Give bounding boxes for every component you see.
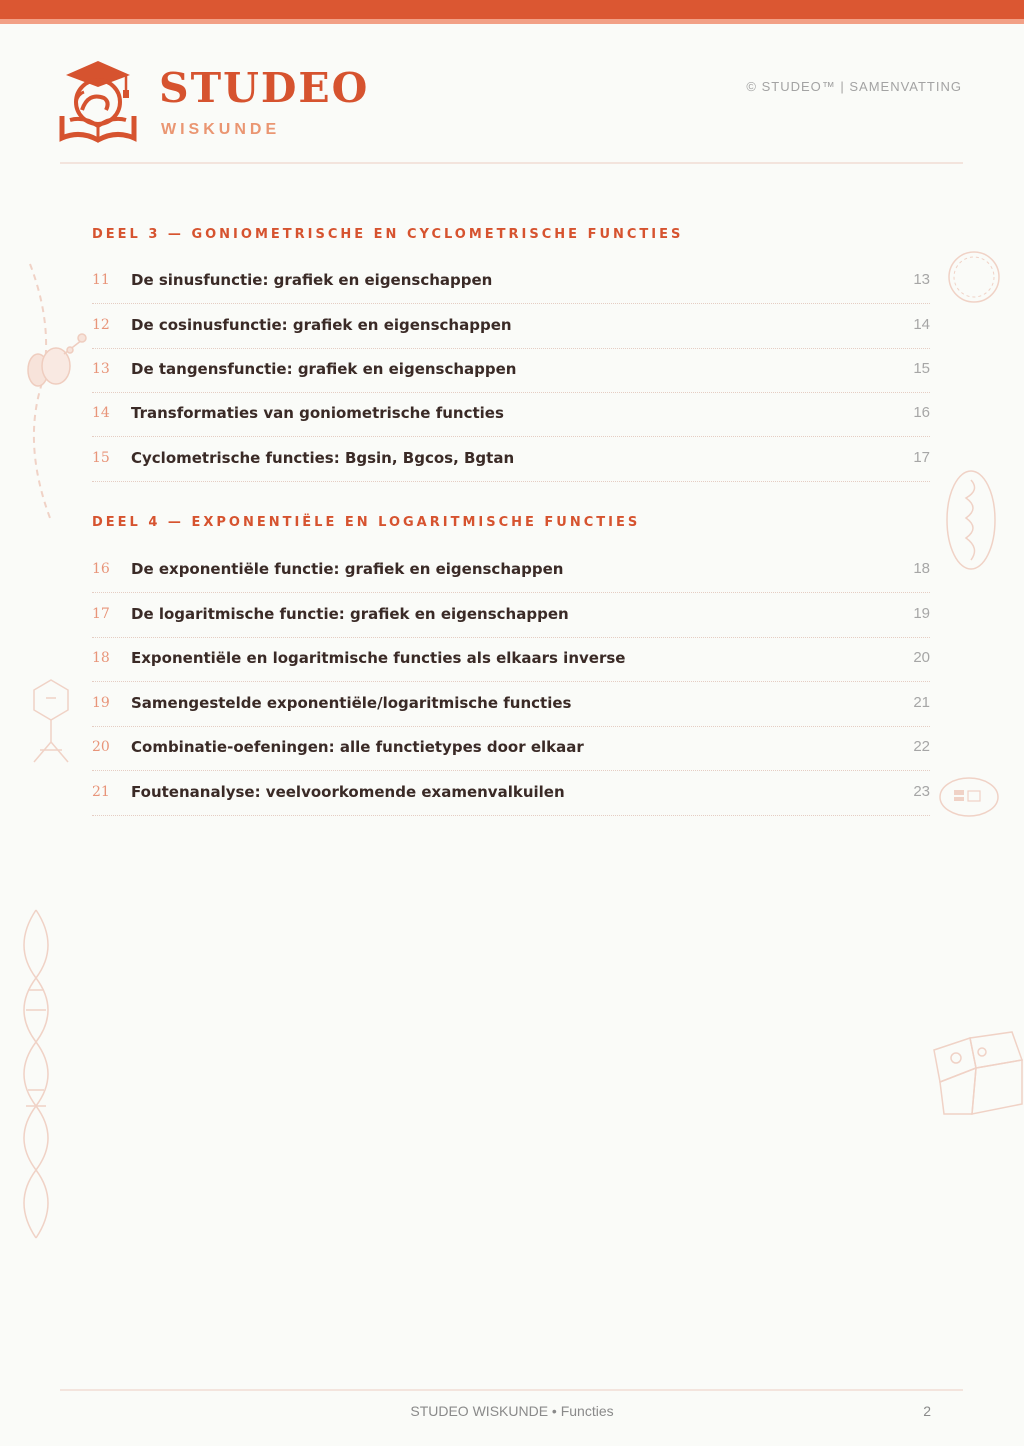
toc-row[interactable]: [92, 682, 930, 727]
toc-row[interactable]: [92, 437, 930, 482]
toc-row[interactable]: [92, 548, 930, 593]
header-divider: [60, 162, 963, 164]
toc-title: De tangensfunctie: grafiek en eigenschappen: [131, 360, 517, 378]
brand-name: STUDEO: [159, 64, 370, 112]
top-accent-bar: [0, 0, 1024, 19]
toc-title: Exponentiële en logaritmische functies als elkaars inverse: [131, 649, 626, 667]
toc-page: 16: [913, 404, 930, 421]
toc-title: Cyclometrische functies: Bgsin, Bgcos, Bgtan: [131, 449, 515, 467]
toc-title: Samengestelde exponentiële/logaritmische functies: [131, 694, 572, 712]
toc-page: 13: [913, 271, 930, 288]
toc-page: 23: [913, 783, 930, 800]
toc-number: 16: [92, 561, 110, 577]
toc-title: Foutenanalyse: veelvoorkomende examenvalkuilen: [131, 783, 565, 801]
toc-row[interactable]: [92, 392, 930, 437]
toc-row[interactable]: [92, 304, 930, 349]
toc-number: 13: [92, 361, 110, 377]
toc-page: 15: [913, 360, 930, 377]
circle-icon: [946, 249, 1002, 305]
toc-title: De logaritmische functie: grafiek en eigenschappen: [131, 605, 569, 623]
oval-icon: [938, 774, 1000, 820]
footer-divider: [60, 1389, 963, 1391]
section-title-deel-4: DEEL 4 — EXPONENTIËLE EN LOGARITMISCHE FUNCTIES: [92, 515, 641, 530]
toc-title: Transformaties van goniometrische functies: [131, 404, 504, 422]
hexagon-molecule-icon: [28, 676, 74, 766]
toc-title: De cosinusfunctie: grafiek en eigenschappen: [131, 316, 512, 334]
footer-label: STUDEO WISKUNDE • Functies: [410, 1403, 614, 1419]
toc-row[interactable]: [92, 771, 930, 816]
toc-title: De exponentiële functie: grafiek en eigenschappen: [131, 560, 564, 578]
dna-helix-icon: [10, 906, 62, 1242]
cell-icon: [944, 468, 998, 572]
toc-number: 14: [92, 405, 110, 421]
toc-page: 14: [913, 316, 930, 333]
molecule-icon: [24, 326, 90, 392]
toc-row[interactable]: [92, 593, 930, 638]
tissue-icon: [926, 1030, 1024, 1118]
toc-page: 20: [913, 649, 930, 666]
toc-number: 15: [92, 450, 110, 466]
subject-label: WISKUNDE: [161, 121, 281, 138]
toc-number: 11: [92, 272, 110, 288]
toc-row[interactable]: [92, 637, 930, 682]
toc-page: 21: [913, 694, 930, 711]
toc-number: 20: [92, 739, 110, 755]
toc-title: Combinatie-oefeningen: alle functietypes door elkaar: [131, 738, 584, 756]
copyright-text: © STUDEO™ | SAMENVATTING: [746, 79, 962, 94]
section-title-deel-3: DEEL 3 — GONIOMETRISCHE EN CYCLOMETRISCHE FUNCTIES: [92, 227, 684, 242]
toc-page: 22: [913, 738, 930, 755]
toc-number: 21: [92, 784, 110, 800]
toc-row[interactable]: [92, 348, 930, 393]
toc-number: 19: [92, 695, 110, 711]
toc-number: 12: [92, 317, 110, 333]
toc-title: De sinusfunctie: grafiek en eigenschappen: [131, 271, 493, 289]
toc-number: 17: [92, 606, 110, 622]
top-accent-stripe: [0, 19, 1024, 24]
toc-number: 18: [92, 650, 110, 666]
toc-row[interactable]: [92, 259, 930, 304]
graduation-book-logo-icon: [58, 58, 138, 144]
toc-row[interactable]: [92, 726, 930, 771]
toc-page: 18: [913, 560, 930, 577]
footer-page-number: 2: [923, 1403, 931, 1419]
toc-page: 19: [913, 605, 930, 622]
toc-page: 17: [913, 449, 930, 466]
